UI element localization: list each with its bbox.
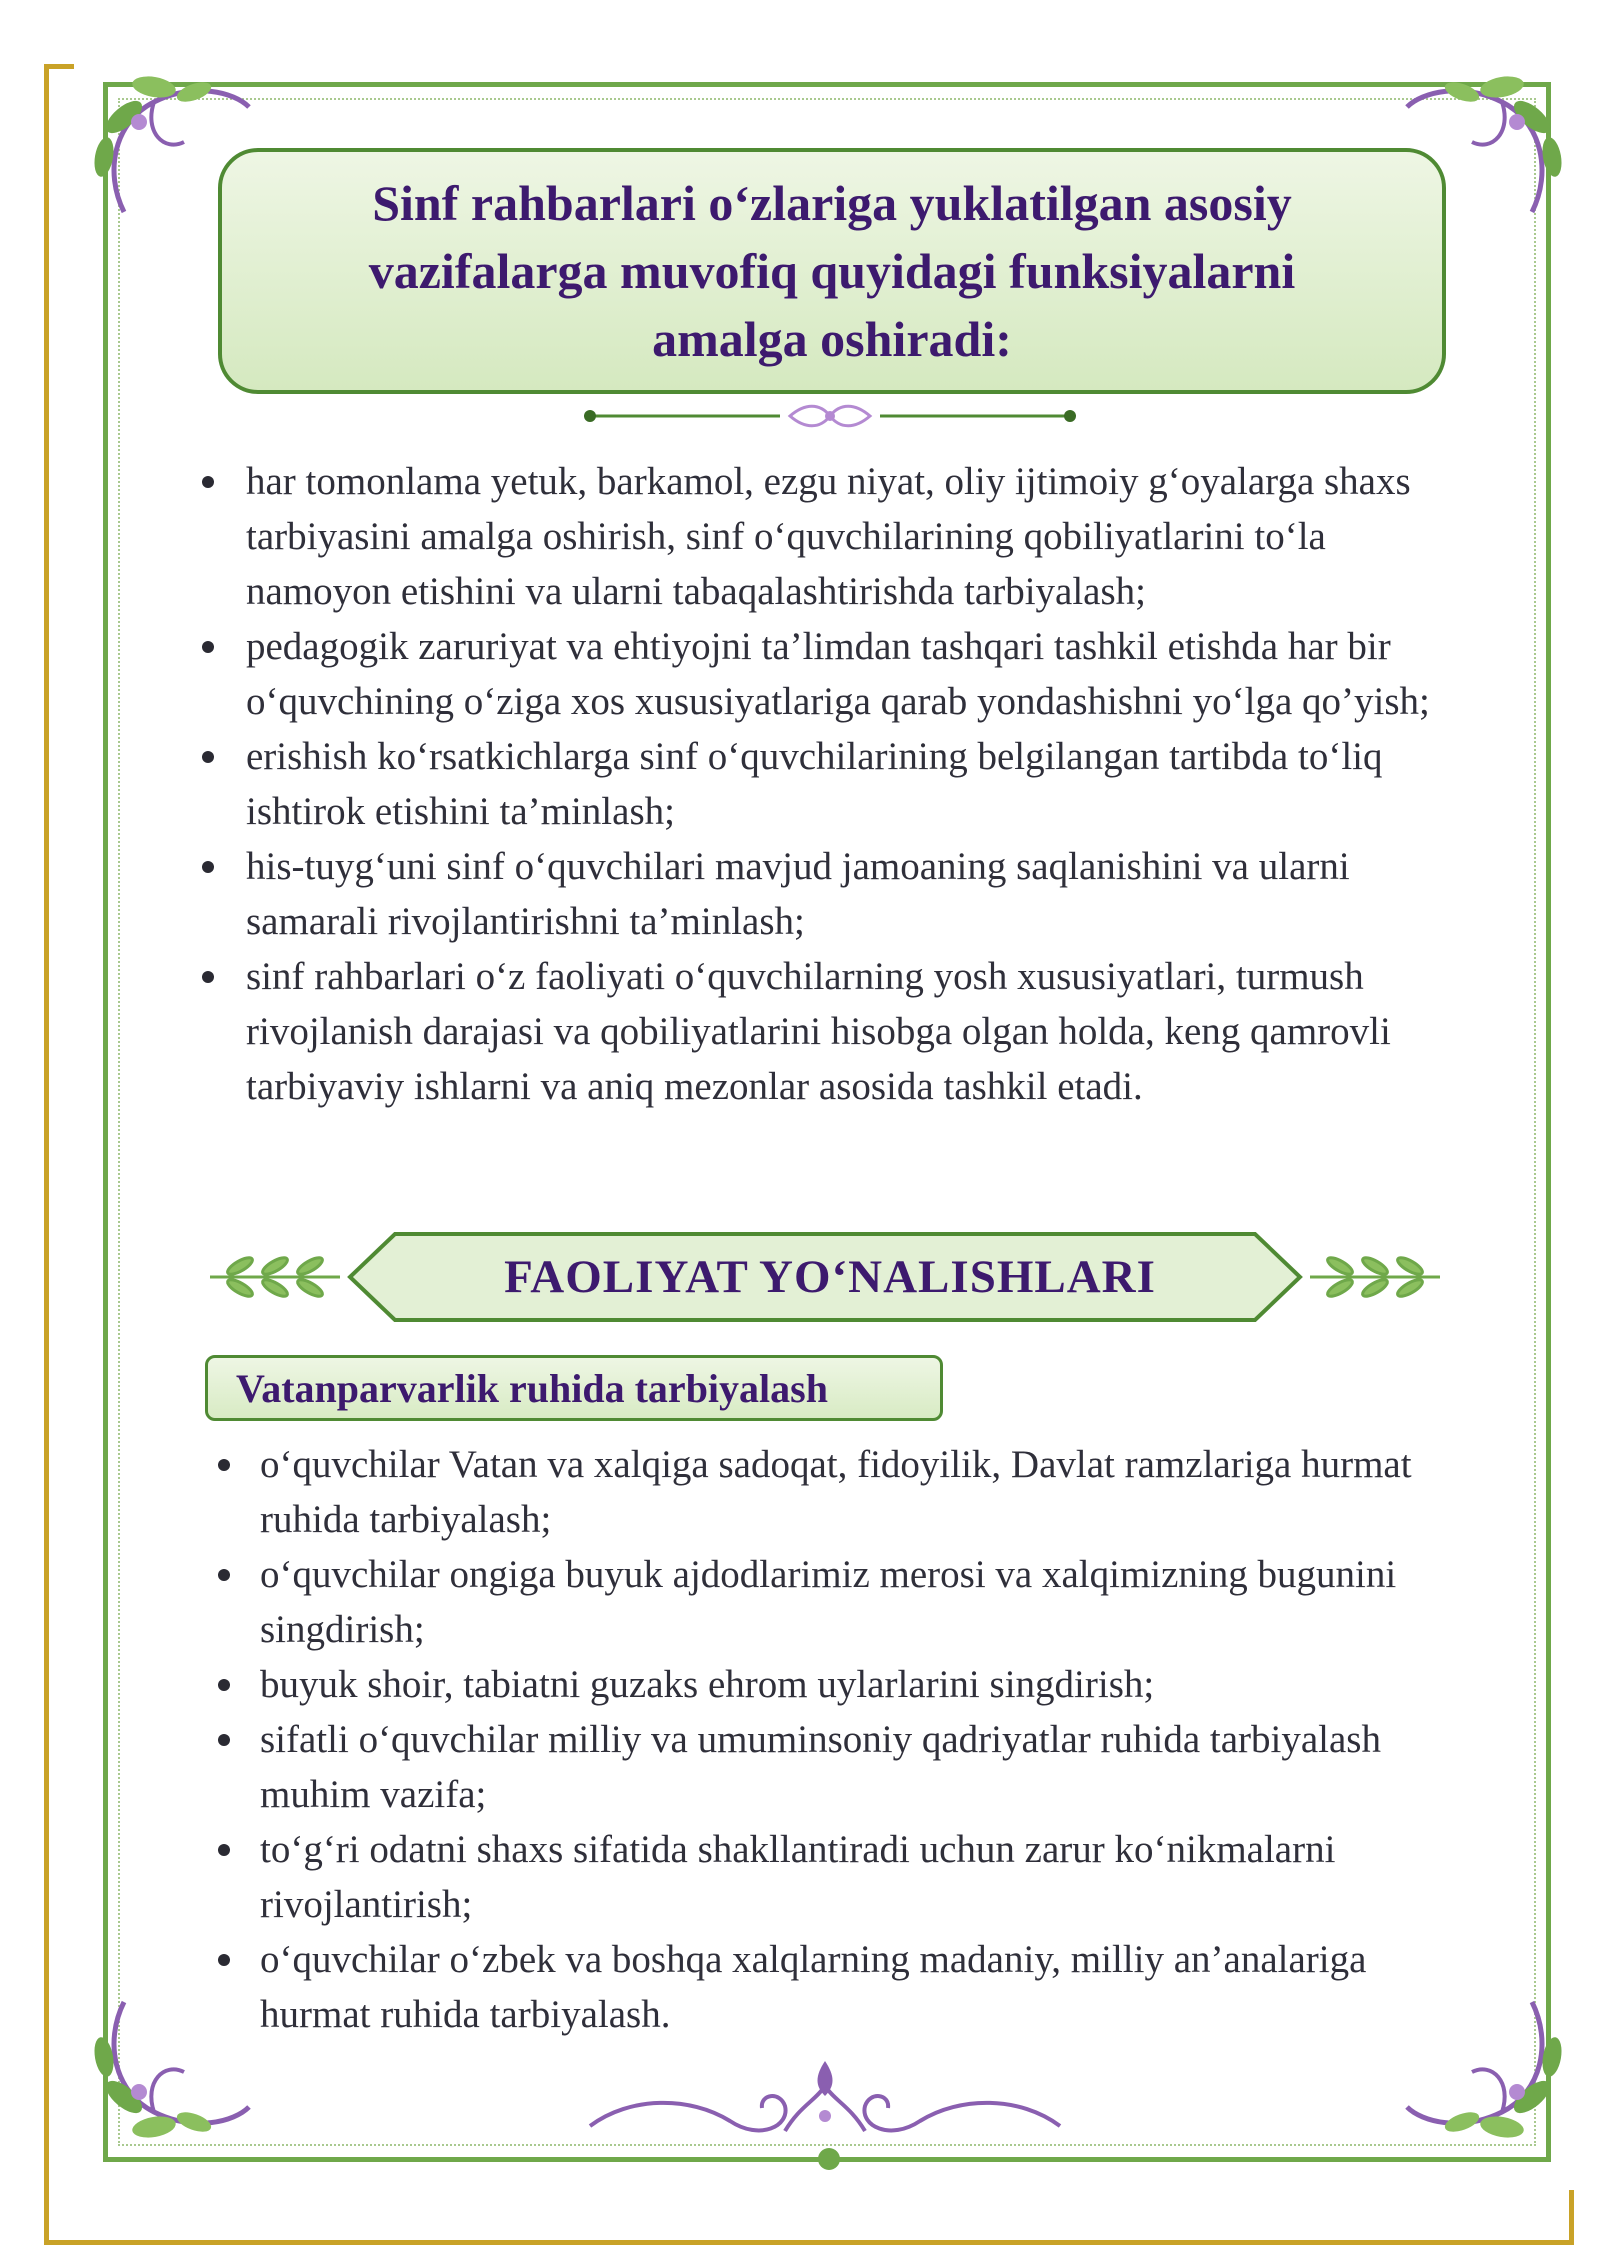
patriotism-list <box>260 1437 1430 2042</box>
divider-ornament <box>580 398 1080 434</box>
list-item: sinf rahbarlari o‘z faoliyati o‘quvchilarning yosh xususiyatlari, turmush rivojlanish darajasi va qobiliyatlarini hisobga olgan holda, keng qamrovli tarbiyaviy ishlarni va aniq mezonlar asosida tashkil etadi. <box>246 949 1446 1114</box>
page-title: Sinf rahbarlari o‘zlariga yuklatilgan asosiy vazifalarga muvofiq quyidagi funksiyalarni amalga oshiradi: <box>368 175 1296 367</box>
list-item: buyuk shoir, tabiatni guzaks ehrom uylarlarini singdirish; <box>260 1657 1430 1712</box>
list-item: o‘quvchilar ongiga buyuk ajdodlarimiz merosi va xalqimizning bugunini singdirish; <box>260 1547 1430 1657</box>
section-banner-title: FAOLIYAT YO‘NALISHLARI <box>504 1251 1156 1303</box>
list-item: har tomonlama yetuk, barkamol, ezgu niyat, oliy ijtimoiy g‘oyalarga shaxs tarbiyasini amalga oshirish, sinf o‘quvchilarining qobiliyatlarini to‘la namoyon etishini va ularni tabaqalashtirishda tarbiyalash; <box>246 454 1446 619</box>
list-item: erishish ko‘rsatkichlarga sinf o‘quvchilarining belgilangan tartibda to‘liq ishtirok etishini ta’minlash; <box>246 729 1446 839</box>
corner-ornament-bottom-left <box>84 1972 264 2152</box>
functions-list <box>246 454 1446 1114</box>
list-item: to‘g‘ri odatni shaxs sifatida shakllantiradi uchun zarur ko‘nikmalarni rivojlantirish; <box>260 1822 1430 1932</box>
gold-edge-left <box>44 64 49 2244</box>
gold-edge-right <box>1569 2190 1574 2245</box>
list-item: o‘quvchilar Vatan va xalqiga sadoqat, fidoyilik, Davlat ramzlariga hurmat ruhida tarbiyalash; <box>260 1437 1430 1547</box>
subsection-title: Vatanparvarlik ruhida tarbiyalash <box>205 1355 943 1421</box>
title-box <box>218 148 1446 394</box>
list-item: pedagogik zaruriyat va ehtiyojni ta’limdan tashqari tashkil etishda har bir o‘quvchining o‘ziga xos xususiyatlariga qarab yondashishni yo‘lga qo’yish; <box>246 619 1446 729</box>
list-item: o‘quvchilar o‘zbek va boshqa xalqlarning madaniy, milliy an’analariga hurmat ruhida tarbiyalash. <box>260 1932 1430 2042</box>
bottom-dot-ornament <box>818 2148 840 2170</box>
gold-edge-bottom <box>44 2240 1574 2245</box>
gold-edge-top <box>44 64 74 69</box>
list-item: his-tuyg‘uni sinf o‘quvchilari mavjud jamoaning saqlanishini va ularni samarali rivojlantirishni ta’minlash; <box>246 839 1446 949</box>
list-item: sifatli o‘quvchilar milliy va umuminsoniy qadriyatlar ruhida tarbiyalash muhim vazifa; <box>260 1712 1430 1822</box>
